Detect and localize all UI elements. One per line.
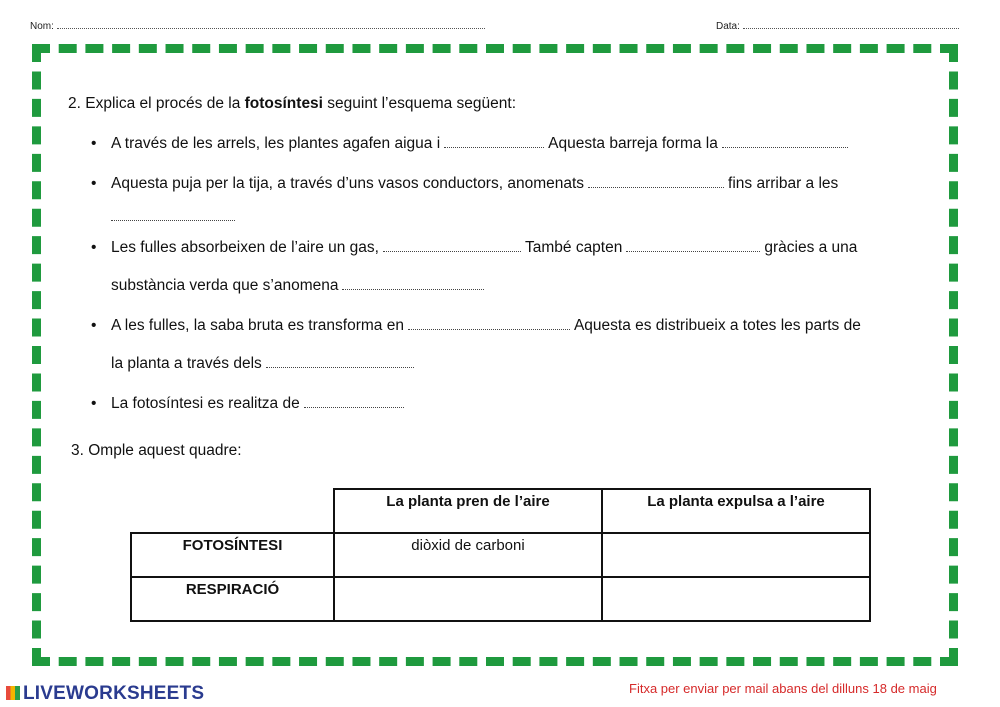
- blank-7[interactable]: [342, 285, 484, 290]
- liveworksheets-logo: [6, 683, 204, 705]
- date-input[interactable]: [743, 20, 959, 29]
- b1-text-a: A través de les arrels, les plantes agafen aigua i: [111, 135, 441, 152]
- blank-5[interactable]: [383, 247, 521, 252]
- b4-text-a: A les fulles, la saba bruta es transforma en: [111, 317, 404, 334]
- table-row: [131, 577, 870, 621]
- name-field: [30, 20, 485, 32]
- b3-text-b: També capten: [524, 239, 623, 256]
- bullet-dot: •: [91, 317, 97, 334]
- bullet-3-cont: [111, 277, 488, 295]
- b1-text-b: Aquesta barreja forma la: [548, 135, 718, 152]
- row-header-photosynthesis: FOTOSÍNTESI: [131, 533, 334, 577]
- row-header-respiration: RESPIRACIÓ: [131, 577, 334, 621]
- bullet-4: [91, 317, 861, 335]
- blank-3[interactable]: [588, 183, 724, 188]
- send-instructions-note: Fitxa per enviar per mail abans del dilluns 18 de maig: [629, 681, 937, 696]
- b3-text-d: substància verda que s’anomena: [111, 277, 339, 294]
- question-3-title: 3. Omple aquest quadre:: [71, 442, 242, 459]
- answer-cell-resp-expels[interactable]: [602, 577, 870, 621]
- table-header-row: [131, 489, 870, 533]
- blank-2[interactable]: [722, 143, 848, 148]
- col-header-takes: La planta pren de l’aire: [334, 489, 602, 533]
- b3-text-a: Les fulles absorbeixen de l’aire un gas,: [111, 239, 379, 256]
- bullet-2: [91, 175, 839, 193]
- answer-table: [130, 488, 871, 622]
- bullet-1: [91, 135, 852, 153]
- question-2-title: [68, 95, 516, 113]
- bullet-dot: •: [91, 239, 97, 256]
- name-label: Nom:: [30, 21, 54, 32]
- b3-text-c: gràcies a una: [764, 239, 858, 256]
- date-field: [716, 20, 959, 32]
- answer-cell-photo-takes[interactable]: diòxid de carboni: [334, 533, 602, 577]
- bullet-5: [91, 395, 408, 413]
- bullet-3: [91, 239, 858, 257]
- blank-9[interactable]: [266, 363, 414, 368]
- answer-cell-resp-takes[interactable]: [334, 577, 602, 621]
- q2-title-suffix: seguint l’esquema següent:: [323, 95, 517, 112]
- date-label: Data:: [716, 21, 740, 32]
- bullet-2-cont: [111, 208, 239, 226]
- col-header-expels: La planta expulsa a l’aire: [602, 489, 870, 533]
- table-corner: [131, 489, 334, 533]
- b4-text-b: Aquesta es distribueix a totes les parts de: [573, 317, 861, 334]
- b5-text-a: La fotosíntesi es realitza de: [111, 395, 300, 412]
- bullet-dot: •: [91, 395, 97, 412]
- blank-6[interactable]: [626, 247, 760, 252]
- blank-4[interactable]: [111, 216, 235, 221]
- b2-text-a: Aquesta puja per la tija, a través d’uns vasos conductors, anomenats: [111, 175, 585, 192]
- bullet-4-cont: [111, 355, 418, 373]
- bullet-dot: •: [91, 175, 97, 192]
- table-row: [131, 533, 870, 577]
- q2-title-prefix: 2. Explica el procés de la: [68, 95, 245, 112]
- logo-text: LIVEWORKSHEETS: [23, 683, 205, 704]
- blank-10[interactable]: [304, 403, 404, 408]
- name-input[interactable]: [57, 20, 485, 29]
- blank-1[interactable]: [444, 143, 544, 148]
- answer-cell-photo-expels[interactable]: [602, 533, 870, 577]
- bullet-dot: •: [91, 135, 97, 152]
- q2-title-bold: fotosíntesi: [244, 95, 323, 112]
- b2-text-b: fins arribar a les: [728, 175, 839, 192]
- b4-text-c: la planta a través dels: [111, 355, 262, 372]
- blank-8[interactable]: [408, 325, 570, 330]
- logo-icon: [6, 686, 20, 700]
